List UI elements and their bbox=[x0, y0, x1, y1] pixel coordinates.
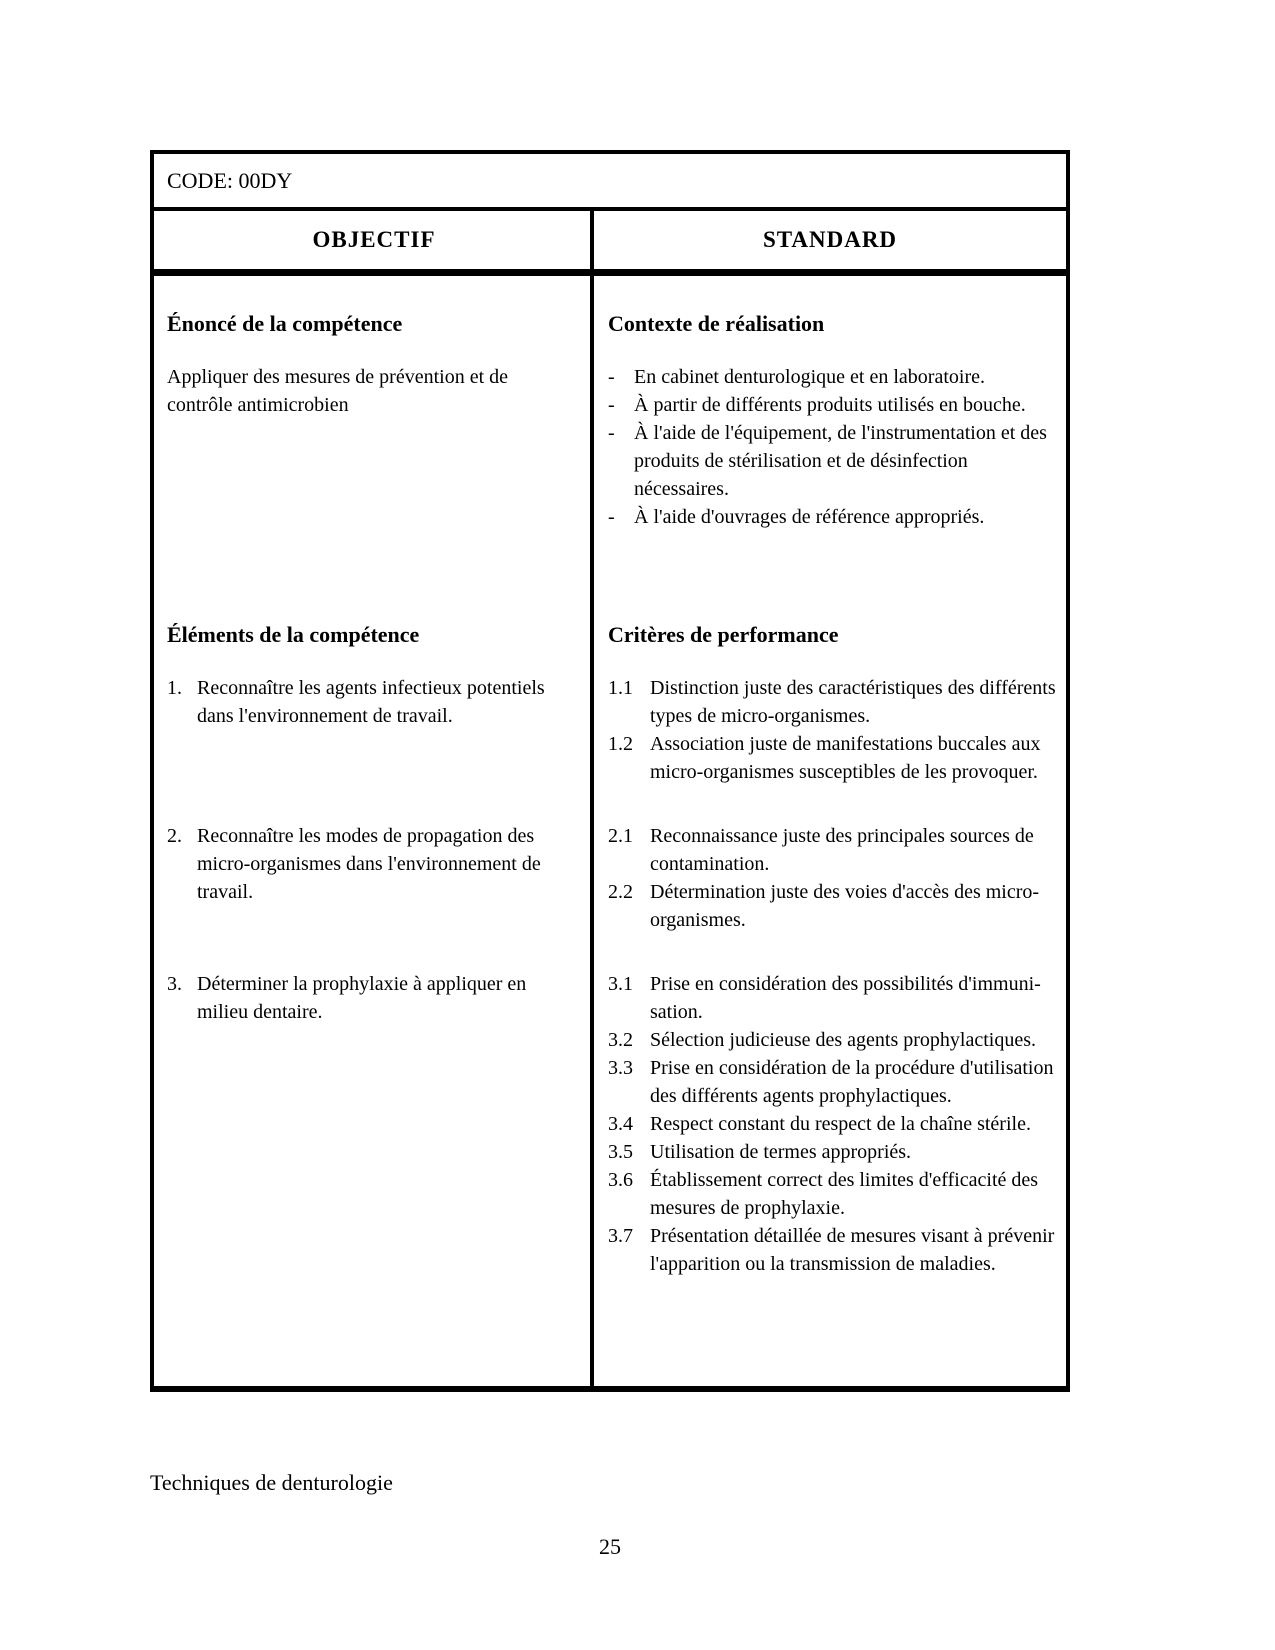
element-item-1-cell bbox=[154, 650, 594, 730]
element-item bbox=[167, 674, 582, 730]
element-item-2 bbox=[167, 822, 582, 906]
element-item-1 bbox=[167, 674, 582, 730]
element-item bbox=[167, 970, 582, 1026]
column-header-standard: STANDARD bbox=[762, 227, 898, 252]
criteria-group-3-cell bbox=[594, 934, 1066, 1278]
section-heading-enonce-cell bbox=[154, 276, 594, 339]
item-number: 2.1 bbox=[608, 825, 633, 847]
item-text: Respect constant du respect de la chaîne stérile. bbox=[650, 1113, 1031, 1135]
criteria-group-2 bbox=[608, 822, 1060, 934]
item-text: Présentation détaillée de mesures visant à prévenir l'apparition ou la transmission de maladies. bbox=[650, 1225, 1055, 1275]
section-heading-criteres: Critères de performance bbox=[608, 622, 839, 647]
element-item-2-cell bbox=[154, 786, 594, 906]
criterion-item bbox=[608, 822, 1060, 878]
section-heading-elements: Éléments de la compétence bbox=[167, 622, 420, 647]
context-bullet bbox=[608, 419, 1060, 503]
item-text: À l'aide de l'équipement, de l'instrumentation et des produits de stérilisation et de désinfection nécessaires. bbox=[634, 422, 1047, 500]
table-body bbox=[154, 276, 1066, 1386]
item-text: Association juste de manifestations buccales aux micro-organismes susceptibles de les provoquer. bbox=[650, 733, 1041, 783]
item-number: 3. bbox=[167, 973, 182, 995]
item-number: 3.3 bbox=[608, 1057, 633, 1079]
context-bullet-list bbox=[608, 363, 1060, 531]
section-heading-elements-cell bbox=[154, 531, 594, 650]
item-text: Détermination juste des voies d'accès des micro-organismes. bbox=[650, 881, 1040, 931]
criterion-item bbox=[608, 1026, 1060, 1054]
item-number: - bbox=[608, 506, 615, 528]
criterion-item bbox=[608, 1110, 1060, 1138]
item-number: - bbox=[608, 422, 615, 444]
context-bullet bbox=[608, 363, 1060, 391]
criterion-item bbox=[608, 1138, 1060, 1166]
criterion-item bbox=[608, 730, 1060, 786]
element-item-3 bbox=[167, 970, 582, 1026]
item-number: 3.6 bbox=[608, 1169, 633, 1191]
item-text: Reconnaître les agents infectieux potentiels dans l'environnement de travail. bbox=[197, 677, 545, 727]
criterion-item bbox=[608, 1166, 1060, 1222]
criterion-item bbox=[608, 1222, 1060, 1278]
item-text: Déterminer la prophylaxie à appliquer en milieu dentaire. bbox=[197, 973, 527, 1023]
column-divider bbox=[590, 211, 594, 1386]
competency-statement-cell bbox=[154, 339, 594, 419]
context-bullet bbox=[608, 391, 1060, 419]
section-heading-contexte-cell bbox=[594, 276, 1066, 339]
item-number: 1.2 bbox=[608, 733, 633, 755]
element-item bbox=[167, 822, 582, 906]
competency-statement: Appliquer des mesures de prévention et de contrôle antimicrobien bbox=[167, 366, 509, 416]
page-number: 25 bbox=[599, 1534, 621, 1559]
item-text: Prise en considération de la procédure d'utilisation des différents agents prophylactiques. bbox=[650, 1057, 1054, 1107]
item-number: 1.1 bbox=[608, 677, 633, 699]
column-header-row bbox=[154, 211, 1066, 276]
competency-table bbox=[150, 150, 1070, 1392]
item-number: 1. bbox=[167, 677, 182, 699]
item-number: - bbox=[608, 394, 615, 416]
context-bullet-list-cell bbox=[594, 339, 1066, 531]
item-number: 2. bbox=[167, 825, 182, 847]
element-item-3-cell bbox=[154, 934, 594, 1026]
item-text: Reconnaissance juste des principales sources de contamination. bbox=[650, 825, 1034, 875]
section-heading-enonce: Énoncé de la compétence bbox=[167, 311, 403, 336]
item-number: 3.7 bbox=[608, 1225, 633, 1247]
code-label: CODE: 00DY bbox=[167, 167, 293, 193]
item-number: 3.4 bbox=[608, 1113, 633, 1135]
section-heading-contexte: Contexte de réalisation bbox=[608, 311, 825, 336]
column-header-objectif: OBJECTIF bbox=[312, 227, 436, 252]
item-text: Prise en considération des possibilités d'immunisation. bbox=[650, 973, 1041, 1023]
criteria-group-1 bbox=[608, 674, 1060, 786]
criterion-item bbox=[608, 1054, 1060, 1110]
item-number: 3.1 bbox=[608, 973, 633, 995]
item-text: Établissement correct des limites d'efficacité des mesures de prophylaxie. bbox=[650, 1169, 1039, 1219]
criterion-item bbox=[608, 970, 1060, 1026]
criteria-group-2-cell bbox=[594, 786, 1066, 934]
footer-program-title: Techniques de denturologie bbox=[150, 1470, 393, 1495]
criteria-group-1-cell bbox=[594, 650, 1066, 786]
item-text: En cabinet denturologique et en laboratoire. bbox=[634, 366, 985, 388]
item-text: Reconnaître les modes de propagation des micro-organismes dans l'environnement de travail. bbox=[197, 825, 541, 903]
section-heading-criteres-cell bbox=[594, 531, 1066, 650]
code-row bbox=[154, 154, 1066, 211]
item-number: 3.2 bbox=[608, 1029, 633, 1051]
item-text: Utilisation de termes appropriés. bbox=[650, 1141, 912, 1163]
item-text: Distinction juste des caractéristiques des différents types de micro-organismes. bbox=[650, 677, 1056, 727]
item-text: À l'aide d'ouvrages de référence appropriés. bbox=[634, 506, 985, 528]
item-number: 3.5 bbox=[608, 1141, 633, 1163]
criterion-item bbox=[608, 674, 1060, 730]
context-bullet bbox=[608, 503, 1060, 531]
criterion-item bbox=[608, 878, 1060, 934]
item-number: - bbox=[608, 366, 615, 388]
item-number: 2.2 bbox=[608, 881, 633, 903]
criteria-group-3 bbox=[608, 970, 1060, 1278]
item-text: À partir de différents produits utilisés en bouche. bbox=[634, 394, 1026, 416]
item-text: Sélection judicieuse des agents prophylactiques. bbox=[650, 1029, 1037, 1051]
